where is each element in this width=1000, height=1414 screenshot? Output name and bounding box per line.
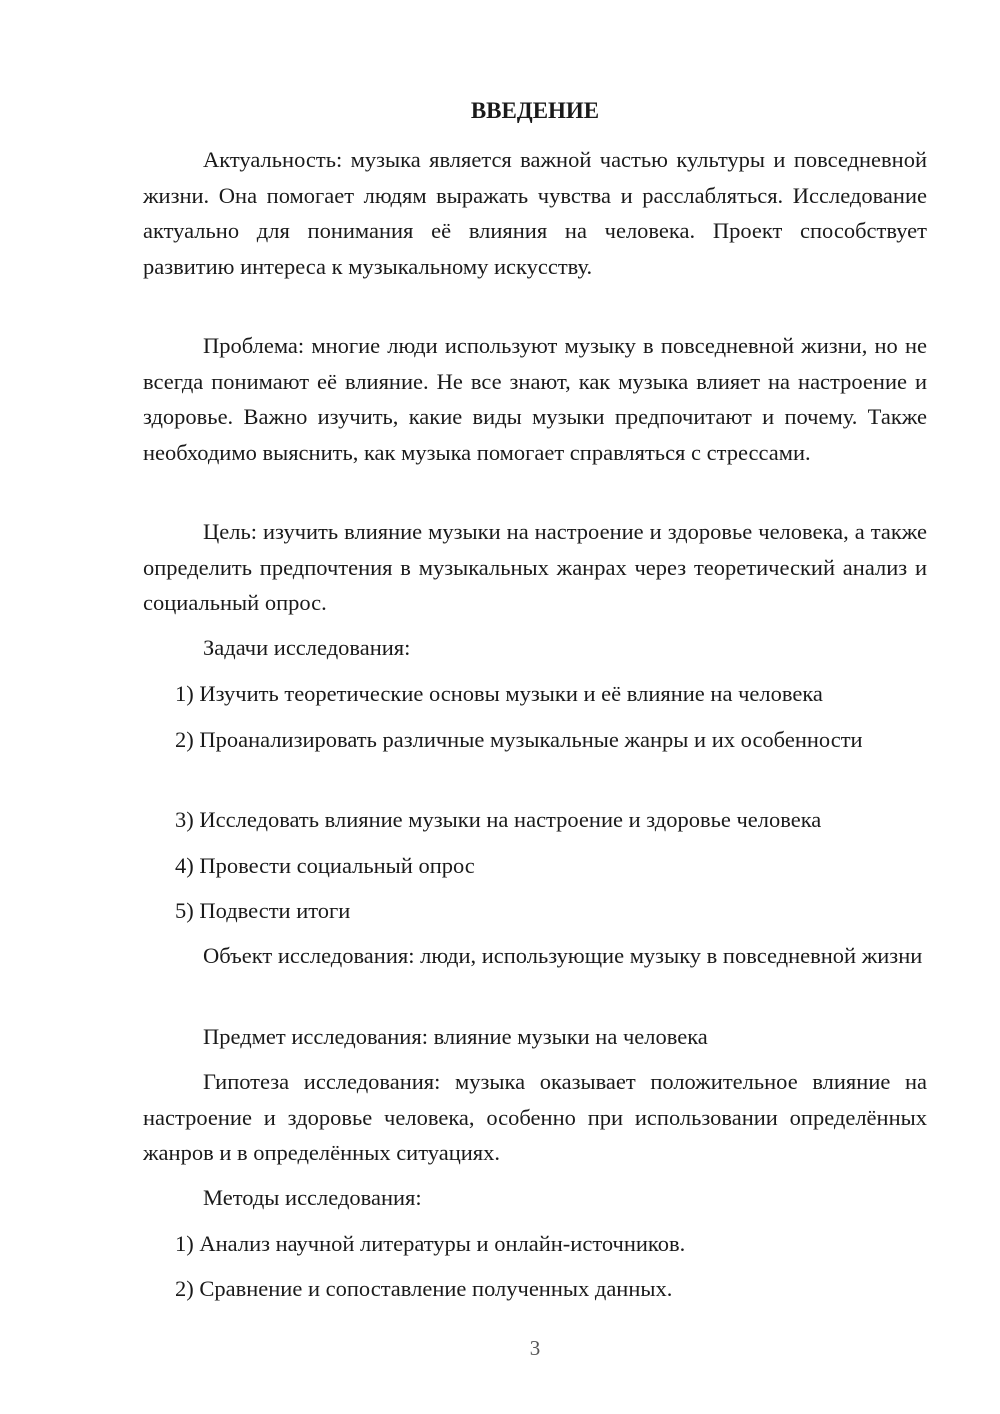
tasks-heading: Задачи исследования: (203, 635, 411, 660)
page-number: 3 (529, 1336, 541, 1360)
task-item-5: 5) Подвести итоги (175, 898, 351, 923)
relevance-paragraph: Актуальность: музыка является важной частью культуры и повседневной жизни. Она помогает людям выражать чувства и расслабляться. Исследование актуально для понимания её влияния на человека. Проект способствует развитию интереса к музыкальному искусству. (143, 147, 927, 279)
subject-paragraph: Предмет исследования: влияние музыки на человека (203, 1024, 708, 1049)
methods-heading: Методы исследования: (203, 1185, 422, 1210)
method-item-2: 2) Сравнение и сопоставление полученных данных. (175, 1276, 673, 1301)
hypothesis-paragraph: Гипотеза исследования: музыка оказывает положительное влияние на настроение и здоровье человека, особенно при использовании определённых жанров и в определённых ситуациях. (143, 1069, 927, 1165)
goal-paragraph: Цель: изучить влияние музыки на настроение и здоровье человека, а также определить предпочтения в музыкальных жанрах через теоретический анализ и социальный опрос. (143, 519, 927, 615)
task-item-2: 2) Проанализировать различные музыкальные жанры и их особенности (175, 727, 863, 752)
problem-paragraph: Проблема: многие люди используют музыку в повседневной жизни, но не всегда понимают её влияние. Не все знают, как музыка влияет на настроение и здоровье. Важно изучить, какие виды музыки предпочитают и почему. Также необходимо выяснить, как музыка помогает справляться с стрессами. (143, 333, 927, 465)
method-item-1: 1) Анализ научной литературы и онлайн-источников. (175, 1231, 686, 1256)
task-item-4: 4) Провести социальный опрос (175, 853, 475, 878)
object-paragraph: Объект исследования: люди, использующие музыку в повседневной жизни (203, 943, 923, 968)
task-item-1: 1) Изучить теоретические основы музыки и её влияние на человека (175, 681, 823, 706)
section-title: ВВЕДЕНИЕ (470, 98, 600, 123)
task-item-3: 3) Исследовать влияние музыки на настроение и здоровье человека (175, 807, 822, 832)
